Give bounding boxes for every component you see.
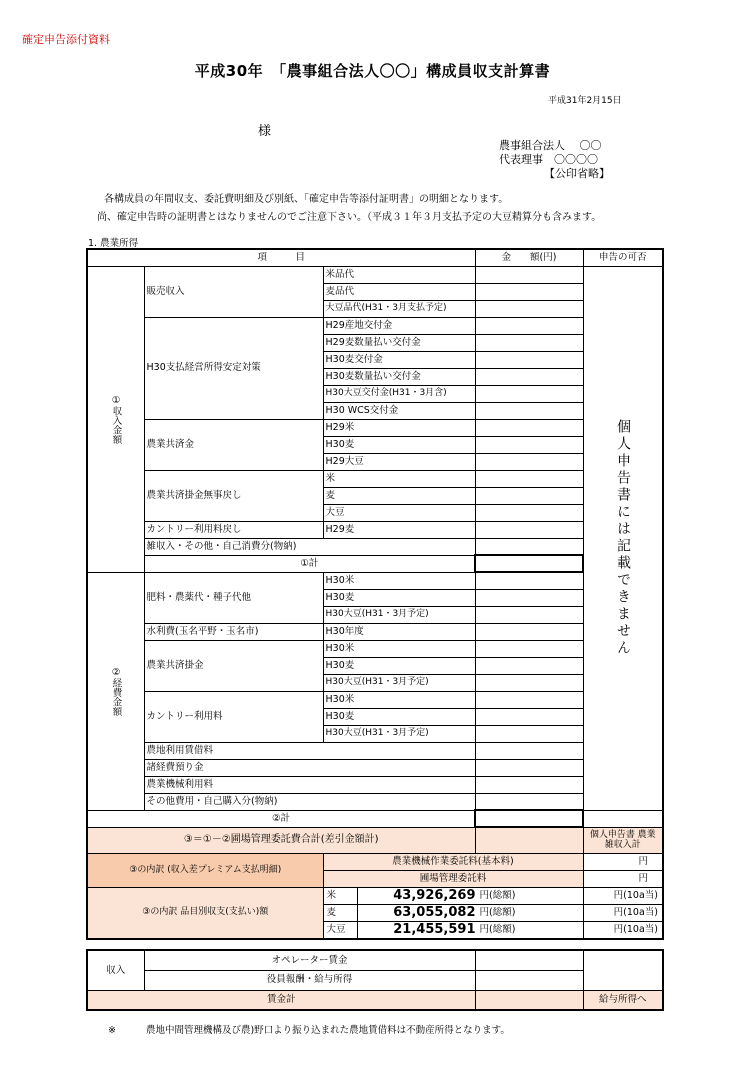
wages-total-label: 賃金計 [87, 990, 475, 1010]
amount-cell[interactable] [475, 759, 583, 776]
amount-cell[interactable] [475, 742, 583, 759]
income-label: ①収入金額 [87, 266, 144, 572]
amount-cell[interactable] [475, 950, 583, 970]
sub-item: H29麦 [323, 521, 475, 538]
table-row [87, 521, 663, 538]
amount-cell[interactable] [475, 640, 583, 657]
difference-amount[interactable] [475, 827, 583, 853]
crop-amount: 21,455,591 [393, 922, 476, 937]
sub-item: H29産地交付金 [323, 317, 475, 334]
sub-item: 麦 [323, 487, 475, 504]
sub-item: H30麦 [323, 589, 475, 606]
wages-total-amount[interactable] [475, 990, 583, 1010]
amount-cell[interactable] [475, 606, 583, 623]
crop-row [323, 887, 583, 904]
amount-cell[interactable] [475, 368, 583, 385]
crop-name: 米 [324, 888, 358, 904]
sub-item: H30大豆(H31・3月予定) [323, 606, 475, 623]
sub-item: H29麦数量払い交付金 [323, 334, 475, 351]
mutual-aid: 農業共済金 [144, 419, 323, 470]
expense-total-amount[interactable] [475, 810, 583, 827]
amount-cell[interactable] [475, 487, 583, 504]
table-row [87, 887, 663, 904]
amount-cell[interactable] [475, 300, 583, 317]
table-row [87, 776, 663, 793]
income-total-label: ①計 [144, 555, 475, 572]
amount-cell[interactable] [475, 470, 583, 487]
machine-fee: 農業機械利用料 [144, 776, 475, 793]
crop-per: 円(10a当) [583, 887, 663, 904]
amount-cell[interactable] [475, 623, 583, 640]
sub-item: H30大豆交付金(H31・3月含) [323, 385, 475, 402]
expense-total-label: ②計 [87, 810, 475, 827]
sub-item: H30米 [323, 572, 475, 589]
amount-cell[interactable] [475, 674, 583, 691]
other-expense: その他費用・自己購入分(物納) [144, 793, 475, 810]
header-item: 項 目 [87, 249, 475, 266]
premium-item: 圃場管理委託料 [323, 870, 583, 887]
amount-cell[interactable] [475, 793, 583, 810]
amount-cell[interactable] [475, 436, 583, 453]
addressee: 様 [258, 124, 272, 139]
crop-unit: 円(総額) [479, 889, 516, 901]
sub-item: H29米 [323, 419, 475, 436]
table-row [87, 470, 663, 487]
amount-cell[interactable] [475, 402, 583, 419]
land-rent: 農地利用賃借料 [144, 742, 475, 759]
expense-deposit: 諸経費預り金 [144, 759, 475, 776]
crop-amount: 63,055,082 [393, 905, 476, 920]
stabilization: H30支払経営所得安定対策 [144, 317, 323, 419]
wages-declare: 給与所得へ [583, 990, 663, 1010]
table-row [87, 538, 663, 555]
header-amount: 金 額(円) [475, 249, 583, 266]
income-expense-table [86, 248, 664, 940]
page-title: 平成30年 「農事組合法人〇〇」構成員収支計算書 [194, 62, 551, 80]
wage-item: 役員報酬・給与所得 [144, 970, 475, 990]
sub-item: 麦品代 [323, 283, 475, 300]
table-row [87, 827, 663, 853]
crop-unit: 円(総額) [479, 906, 516, 918]
amount-cell[interactable] [475, 283, 583, 300]
amount-cell[interactable] [475, 691, 583, 708]
table-row [87, 853, 663, 870]
sub-item: H30麦 [323, 436, 475, 453]
amount-cell[interactable] [475, 521, 583, 538]
header-declare: 申告の可否 [583, 249, 663, 266]
sub-item: 米 [323, 470, 475, 487]
amount-cell[interactable] [475, 385, 583, 402]
crop-breakdown-label: ③の内訳 品目別収支(支払い)額 [87, 887, 323, 939]
sub-item: H30麦 [323, 657, 475, 674]
sub-item: 大豆 [323, 504, 475, 521]
crop-amount: 43,926,269 [393, 888, 476, 903]
crop-name: 大豆 [324, 922, 358, 938]
declare-note: 個人申告書には記載できません [583, 266, 663, 810]
fertilizer: 肥料・農薬代・種子代他 [144, 572, 323, 623]
sub-item: H30年度 [323, 623, 475, 640]
amount-cell[interactable] [475, 453, 583, 470]
table-header-row [87, 249, 663, 266]
table-row [87, 623, 663, 640]
sub-item: H30大豆(H31・3月予定) [323, 725, 475, 742]
table-row [87, 742, 663, 759]
crop-per: 円(10a当) [583, 904, 663, 921]
premium-label: ③の内訳 (収入差プレミアム支払明細) [87, 853, 323, 887]
footnote-text: 農地中間管理機構及び農)野口より振り込まれた農地賃借料は不動産所得となります。 [145, 1025, 510, 1036]
water-fee: 水利費(玉名平野・玉名市) [144, 623, 323, 640]
wages-label: 収入 [87, 950, 144, 990]
amount-cell[interactable] [475, 334, 583, 351]
sub-item: H30大豆(H31・3月予定) [323, 674, 475, 691]
declare-cell [583, 950, 663, 990]
org-representative: 代表理事 〇〇〇〇 [499, 153, 598, 166]
seal-omitted: 【公印省略】 [544, 167, 610, 180]
document-tag: 確定申告添付資料 [22, 33, 110, 46]
crop-per: 円(10a当) [583, 921, 663, 939]
table-row [87, 640, 663, 657]
premium-unit: 円 [583, 870, 663, 887]
table-row [87, 419, 663, 436]
amount-cell[interactable] [475, 725, 583, 742]
section-heading: 1. 農業所得 [88, 238, 139, 249]
amount-cell[interactable] [475, 317, 583, 334]
misc-income: 雑収入・その他・自己消費分(物納) [144, 538, 475, 555]
income-total-amount[interactable] [475, 555, 583, 572]
amount-cell[interactable] [475, 589, 583, 606]
amount-cell[interactable] [475, 419, 583, 436]
amount-cell[interactable] [475, 776, 583, 793]
wage-item: オペレーター賃金 [144, 950, 475, 970]
table-row [87, 266, 663, 283]
difference-declare: 個人申告書 農業雑収入計 [583, 827, 663, 853]
footnote [108, 1022, 510, 1036]
table-row [87, 691, 663, 708]
crop-row [323, 921, 583, 939]
country-fee: カントリー利用料 [144, 691, 323, 742]
crop-unit: 円(総額) [479, 923, 516, 935]
table-row [87, 990, 663, 1010]
sub-item: H30米 [323, 691, 475, 708]
sub-item: H30米 [323, 640, 475, 657]
country-refund: カントリー利用料戻し [144, 521, 323, 538]
sub-item: H29大豆 [323, 453, 475, 470]
org-name: 農事組合法人 〇〇 [499, 139, 602, 152]
note-line-1: 各構成員の年間収支、委託費明細及び別紙、「確定申告等添付証明書」の明細となります。 [104, 194, 509, 205]
amount-cell[interactable] [475, 657, 583, 674]
table-row [87, 793, 663, 810]
note-line-2: 尚、確定申告時の証明書とはなりませんのでご注意下さい。（平成３１年３月支払予定の大豆精算分も含みます。 [97, 212, 602, 223]
expense-label: ②経費金額 [87, 572, 144, 810]
sub-item: H30 WCS交付金 [323, 402, 475, 419]
table-row [87, 970, 663, 990]
sub-item: H30麦数量払い交付金 [323, 368, 475, 385]
table-row [87, 572, 663, 589]
wages-table [86, 949, 664, 1011]
mutual-premium: 農業共済掛金 [144, 640, 323, 691]
sub-item: H30麦交付金 [323, 351, 475, 368]
amount-cell[interactable] [475, 572, 583, 589]
sub-item: H30麦 [323, 708, 475, 725]
amount-cell[interactable] [475, 504, 583, 521]
premium-unit: 円 [583, 853, 663, 870]
premium-refund: 農業共済掛金無事戻し [144, 470, 323, 521]
crop-name: 麦 [324, 905, 358, 921]
amount-cell[interactable] [475, 970, 583, 990]
sales-income: 販売収入 [144, 266, 323, 317]
table-row [87, 759, 663, 776]
sub-item: 米品代 [323, 266, 475, 283]
table-row [87, 555, 663, 572]
amount-cell[interactable] [475, 538, 583, 555]
amount-cell[interactable] [475, 708, 583, 725]
crop-row [323, 904, 583, 921]
sub-item: 大豆品代(H31・3月支払予定) [323, 300, 475, 317]
issue-date: 平成31年2月15日 [548, 96, 622, 106]
table-row [87, 950, 663, 970]
amount-cell[interactable] [475, 351, 583, 368]
table-row [87, 317, 663, 334]
footnote-mark: ※ [108, 1025, 116, 1036]
table-row [87, 810, 663, 827]
amount-cell[interactable] [475, 266, 583, 283]
difference-label: ③＝①－②圃場管理委託費合計(差引金額計) [87, 827, 475, 853]
premium-item: 農業機械作業委託料(基本料) [323, 853, 583, 870]
